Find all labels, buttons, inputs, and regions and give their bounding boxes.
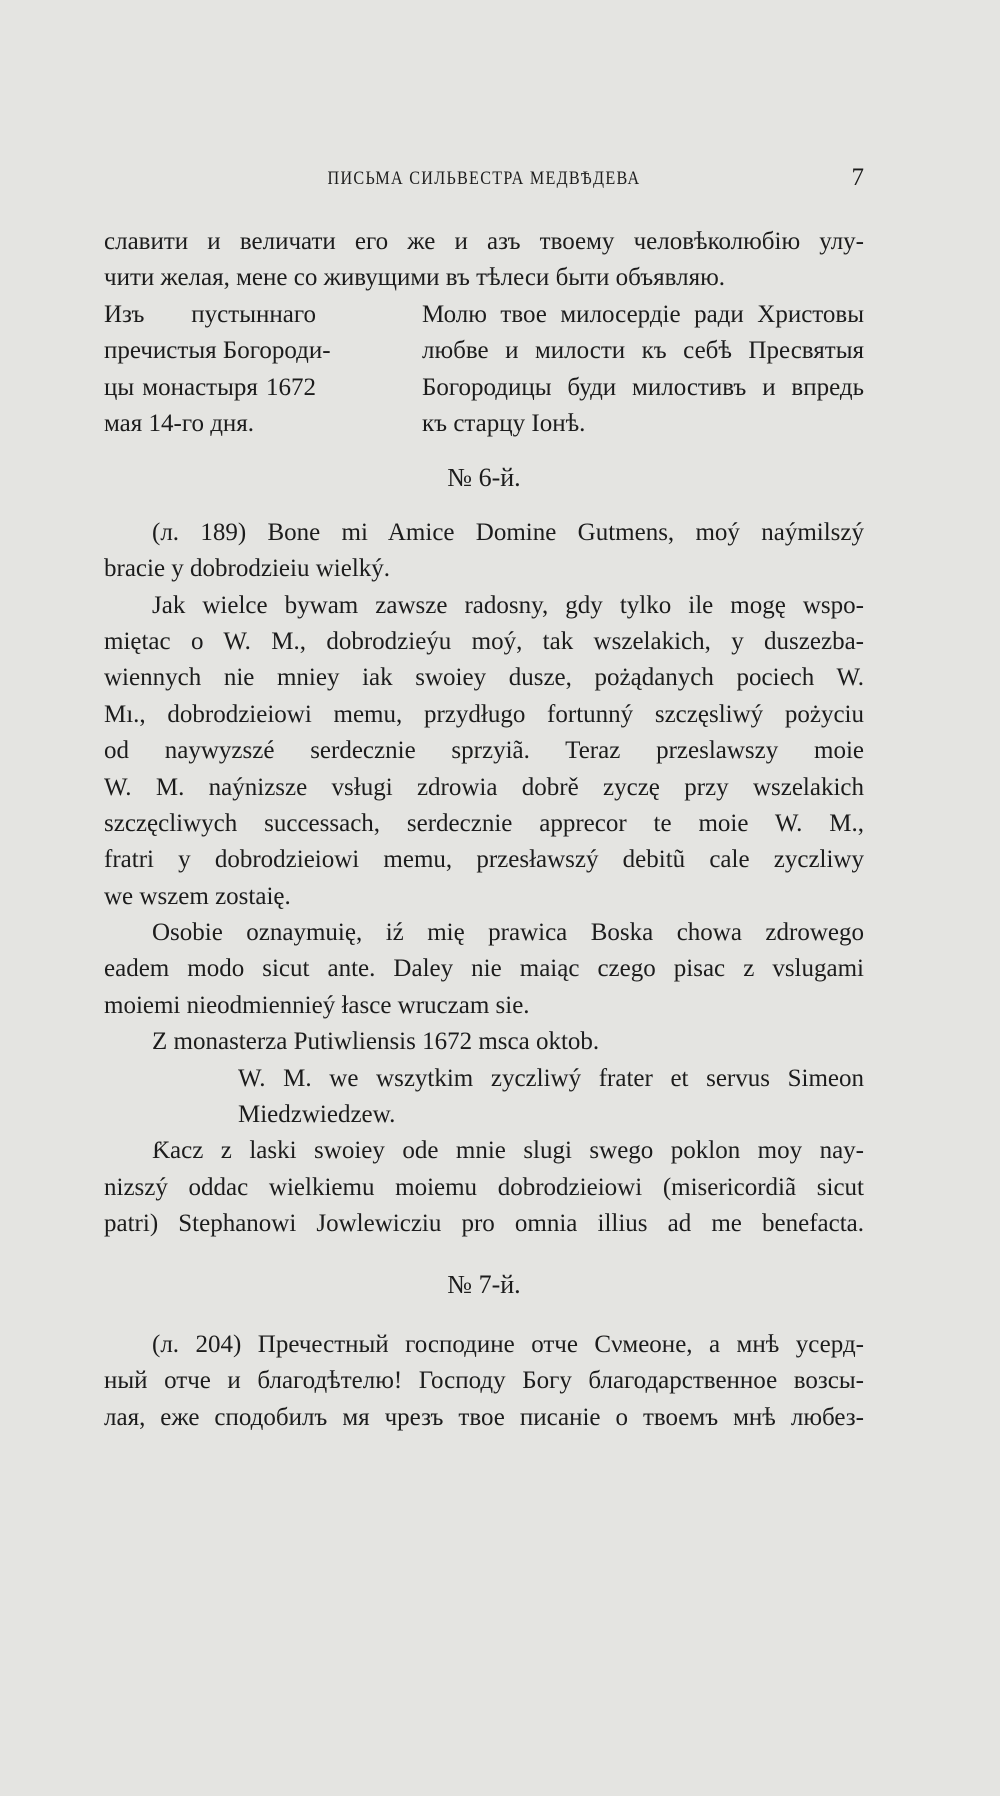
text-block xyxy=(104,224,864,1436)
letter7-line: (л. 204) Пречестный господине отче Сνмеоне, а мнѣ усерд- xyxy=(152,1330,864,1358)
closing-line: къ старцу Іонѣ. xyxy=(422,409,586,437)
letter6-line: Ƙacz z laski swoiey ode mnie slugi swego poklon moy nay- xyxy=(152,1137,864,1165)
intro-line: славити и величати его же и азъ твоему человѣколюбію улу- xyxy=(104,228,864,255)
letter6-line: (л. 189) Bone mi Amice Domine Gutmens, moý naýmilszý xyxy=(152,518,864,546)
letter6-line: od naywyzszé serdecznie sprzyiã. Teraz przeslawszy moie xyxy=(104,737,864,765)
letter6-heading: № 6-й. xyxy=(447,463,521,493)
letter6-line: Jak wielce bywam zawsze radosny, gdy tylko ile mogę wspo- xyxy=(152,591,864,619)
letter6-line: bracie y dobrodzieiu wielký. xyxy=(104,555,391,583)
page-header xyxy=(104,166,864,196)
letter6-line: patri) Stephanowi Jowlewicziu pro omnia illius ad me benefacta. xyxy=(104,1210,864,1238)
closing-line: Богородицы буди милостивъ и впредь xyxy=(422,373,864,401)
place-date-line: пречистыя Богороди- xyxy=(104,337,331,365)
letter7-heading: № 7-й. xyxy=(447,1269,521,1299)
letter6-line: moiemi nieodmiennieý łasce wruczam sie. xyxy=(104,991,530,1019)
letter5-signoff xyxy=(104,297,864,443)
intro-line: чити желая, мене со живущими въ тѣлеси быти объявляю. xyxy=(104,264,726,292)
letter6-line: fratri y dobrodzieiowi memu, przesławszý debitũ cale zyczliwy xyxy=(104,846,864,874)
letter6-line: szczęcliwych successach, serdecznie apprecor te moie W. M., xyxy=(104,809,864,837)
closing-line: Молю твое милосердіе ради Христовы xyxy=(422,300,864,328)
letter6-signature-line: W. M. we wszytkim zyczliwý frater et servus Simeon xyxy=(238,1064,864,1092)
letter7-line: ный отче и благодѣтелю! Господу Богу благодарственное возсы- xyxy=(104,1367,864,1395)
closing-line: любве и милости къ себѣ Пресвятыя xyxy=(422,337,864,365)
letter6-line: eadem modo sicut ante. Daley nie maiąc czego pisac z vslugami xyxy=(104,955,864,983)
place-date-line: Изъ пустыннаго xyxy=(104,300,316,328)
letter6-line: W. M. naýnizsze vsługi zdrowia dobrě zyczę przy wszelakich xyxy=(104,773,864,801)
closing-block xyxy=(422,297,864,443)
letter6-signature-line: Miedzwiedzew. xyxy=(238,1101,396,1129)
running-title: ПИСЬМА СИЛЬВЕСТРА МЕДВѢДЕВА xyxy=(327,168,641,189)
letter6-line: Osobie oznaymuię, iź mię prawica Boska chowa zdrowego xyxy=(152,919,864,947)
letter6-line: wiennych nie mniey iak swoiey dusze, pożądanych pociech W. xyxy=(104,664,864,692)
page-number: 7 xyxy=(851,164,864,191)
place-date-line: мая 14-го дня. xyxy=(104,409,255,437)
letter6-line: nizszý oddac wielkiemu moiemu dobrodzieiowi (misericordiã sicut xyxy=(104,1173,864,1201)
letter7-line: лая, еже сподобилъ мя чрезъ твое писаніе о твоемъ мнѣ любез- xyxy=(104,1403,864,1431)
place-date-block xyxy=(104,297,331,443)
place-date-line: цы монастыря 1672 xyxy=(104,373,316,401)
letter6-line: miętac o W. M., dobrodzieýu moý, tak wszelakich, y duszezba- xyxy=(104,627,864,655)
letter6-line: Mı., dobrodzieiowi memu, przydługo fortunný szczęsliwý pożyciu xyxy=(104,700,864,728)
letter6-date-line: Z monasterza Putiwliensis 1672 msca oktob. xyxy=(152,1028,600,1056)
letter6-line: we wszem zostaię. xyxy=(104,882,291,910)
